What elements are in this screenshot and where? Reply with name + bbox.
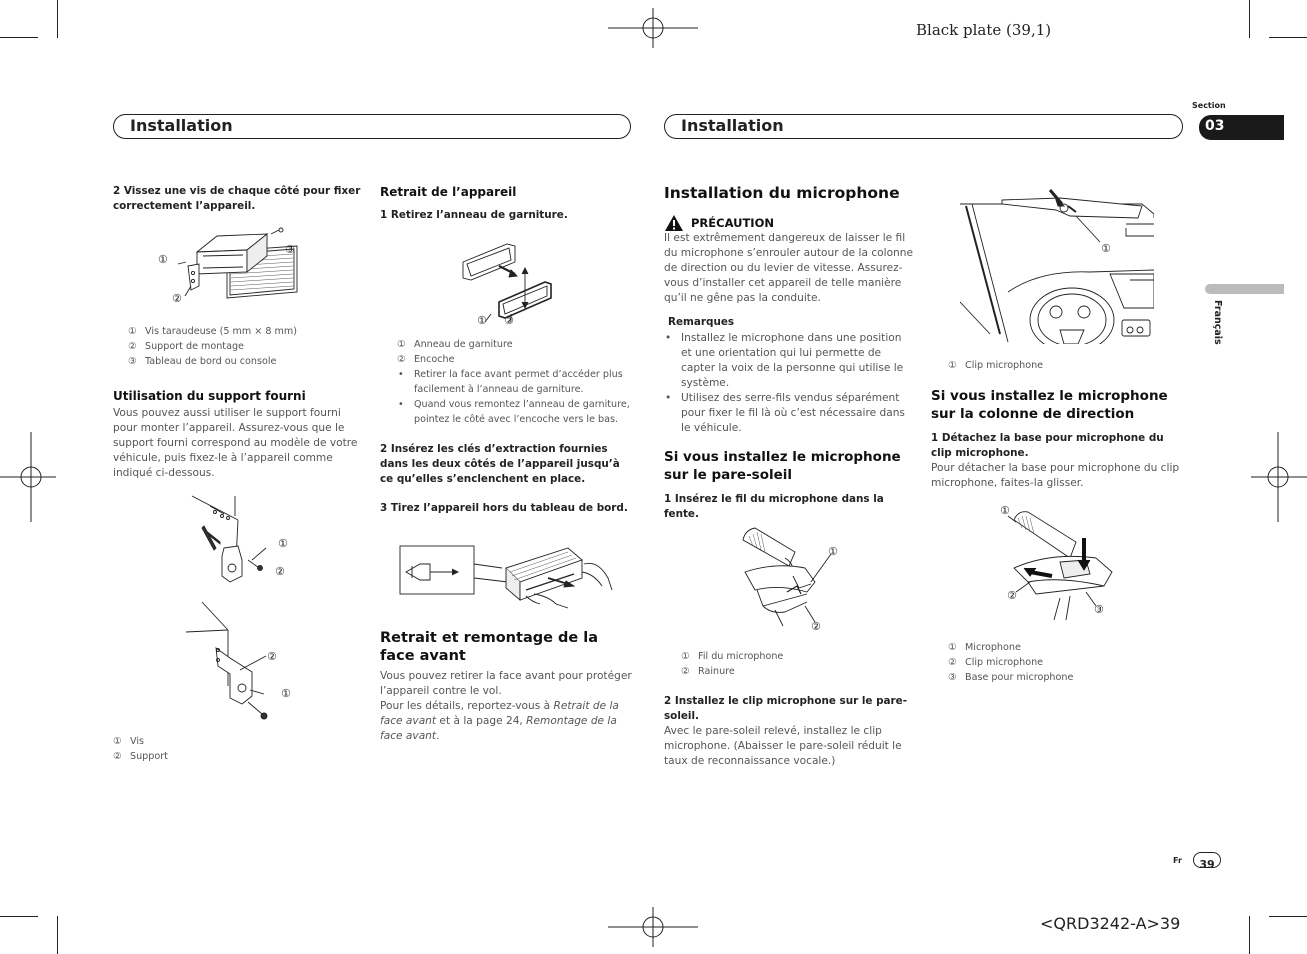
retrait-step2: 2 Insérez les clés d’extraction fournies dans les deux côtés de l’appareil jusqu’à ce qu’elles s’enclenchent en place. (380, 443, 620, 485)
fig3-callout-1: ① (281, 687, 291, 700)
header-right-title: Installation (681, 116, 784, 135)
caption-row: ① Vis (113, 736, 145, 747)
face-heading: Retrait et remontage de la face avant (380, 630, 599, 664)
fig4-captions (397, 337, 635, 427)
face-link1[interactable]: Retrait de la face avant (380, 700, 619, 727)
fig7-callout-2: ② (1007, 589, 1017, 602)
fig-mic-base (1000, 502, 1118, 622)
fig4-callout-2: ② (504, 314, 514, 327)
fig5-captions (681, 649, 911, 679)
caption-row: ① Anneau de garniture (397, 339, 513, 350)
fig4-callout-1: ① (477, 314, 487, 327)
steering-heading: Si vous installez le microphone sur la colonne de direction (931, 388, 1168, 422)
section-label: Section (1192, 101, 1226, 110)
fig7-captions (948, 640, 1178, 685)
caption-row: ③ Tableau de bord ou console (128, 356, 277, 367)
sun-step1: 1 Insérez le fil du microphone dans la fente. (664, 493, 884, 520)
face-text2: Pour les détails, reportez-vous à Retrait de la face avant et à la page 24, Remontage de la face avant. (380, 700, 619, 742)
col2-steps (380, 442, 632, 516)
caption-row: ③ Base pour microphone (948, 672, 1074, 683)
fig-unit-screws (155, 226, 305, 304)
fig-trim-ring (455, 240, 565, 328)
caption-row: ① Clip microphone (948, 360, 1044, 371)
col2-retrait (380, 184, 632, 223)
fig2-callout-1: ① (278, 537, 288, 550)
fig1-callout-2: ② (172, 292, 182, 304)
bullet-item: • Retirer la face avant permet d’accéder plus facilement à l’anneau de garniture. (397, 367, 635, 397)
fig-mic-wire (735, 522, 845, 634)
fig7-callout-3: ③ (1094, 603, 1104, 616)
bullet-item: • Quand vous remontez l’anneau de garniture, pointez le côté avec l’encoche vers le bas. (397, 397, 635, 427)
fig23-captions (113, 734, 353, 764)
language-tab: Français (1212, 300, 1223, 345)
sun-step2-block (664, 694, 912, 769)
remark-item: • Installez le microphone dans une position et une orientation qui lui permette de capter la voix de la personne qui utilise le système. (664, 331, 914, 391)
retrait-step3: 3 Tirez l’appareil hors du tableau de bord. (380, 502, 628, 514)
page-number-badge (1193, 852, 1221, 871)
face-link2[interactable]: Remontage de la face avant (380, 715, 617, 742)
header-left-title: Installation (130, 116, 233, 135)
retrait-heading: Retrait de l’appareil (380, 185, 517, 199)
support-section (113, 388, 365, 481)
caution-title: PRÉCAUTION (691, 216, 774, 230)
caution-text: Il est extrêmement dangereux de laisser le fil du microphone s’enrouler autour de la colonne de direction ou du levier de vitesse. Assurez-vous d’installer cet appareil de telle manière qu’il ne gêne pas la conduite. (664, 232, 914, 304)
caption-row: ② Rainure (681, 666, 735, 677)
sun-text: Avec le pare-soleil relevé, installez le clip microphone. (Abaisser le pare-soleil réduit le taux de reconnaissance vocale.) (664, 725, 902, 767)
face-text1: Vous pouvez retirer la face avant pour protéger l’appareil contre le vol. (380, 670, 632, 697)
support-text: Vous pouvez aussi utiliser le support fourni pour monter l’appareil. Assurez-vous que le support fourni correspond au modèle de votre véhicule, puis fixez-le à l’appareil comme indiqué ci-dessous. (113, 407, 358, 479)
remark-item: • Utilisez des serre-fils vendus séparément pour fixer le fil là où c’est nécessaire dans le véhicule. (664, 391, 914, 436)
caption-row: ① Vis taraudeuse (5 mm × 8 mm) (128, 326, 297, 337)
remarks-title: Remarques (668, 316, 735, 328)
caption-row: ② Encoche (397, 354, 455, 365)
steering-text: Pour détacher la base pour microphone du clip microphone, faites-la glisser. (931, 462, 1180, 489)
language-tab-bar (1205, 284, 1284, 294)
section-number: 03 (1205, 118, 1225, 134)
col3-mic (664, 184, 914, 522)
page-number: 39 (1199, 858, 1215, 871)
caption-row: ② Support (113, 751, 168, 762)
fig1-callout-1: ① (158, 253, 168, 266)
fig7-callout-1: ① (1000, 504, 1010, 517)
registration-mark-right (1251, 432, 1307, 522)
fig-extraction (398, 538, 618, 610)
caption-row: ① Fil du microphone (681, 651, 784, 662)
caption-row: ① Microphone (948, 642, 1021, 653)
registration-mark-left (0, 432, 56, 522)
header-right (664, 114, 1183, 139)
fig5-callout-2: ② (811, 620, 821, 633)
col1-step2: 2 Vissez une vis de chaque côté pour fixer correctement l’appareil. (113, 185, 361, 212)
fig1-captions (128, 324, 368, 369)
sun-step2: 2 Installez le clip microphone sur le pare-soleil. (664, 695, 908, 722)
face-section (380, 629, 632, 744)
steering-step1: 1 Détachez la base pour microphone du clip microphone. (931, 432, 1164, 459)
caption-row: ② Clip microphone (948, 657, 1044, 668)
registration-mark-bottom (608, 907, 698, 947)
col4-steering (931, 387, 1181, 491)
document-code: <QRD3242-A>39 (1040, 914, 1181, 933)
fig2-callout-2: ② (275, 565, 285, 578)
fig6-caption (948, 358, 1178, 373)
retrait-step1: 1 Retirez l’anneau de garniture. (380, 209, 568, 221)
sun-heading: Si vous installez le microphone sur le pare-soleil (664, 449, 901, 483)
caption-row: ② Support de montage (128, 341, 244, 352)
header-left (113, 114, 631, 139)
registration-mark-top (608, 8, 698, 48)
section-number-tab (1199, 115, 1284, 140)
footer-lang: Fr (1173, 856, 1182, 865)
fig5-callout-1: ① (828, 545, 838, 558)
fig-bracket-2 (180, 600, 300, 724)
fig1-callout-3: ③ (285, 243, 295, 256)
fig-bracket-1 (180, 490, 300, 590)
support-heading: Utilisation du support fourni (113, 389, 306, 403)
warning-icon (664, 214, 684, 232)
fig-car-interior (960, 184, 1154, 344)
plate-label: Black plate (39,1) (916, 21, 1052, 39)
mic-heading: Installation du microphone (664, 184, 900, 202)
fig3-callout-2: ② (267, 650, 277, 663)
caution-row (664, 214, 914, 232)
fig6-callout-1: ① (1101, 242, 1111, 255)
